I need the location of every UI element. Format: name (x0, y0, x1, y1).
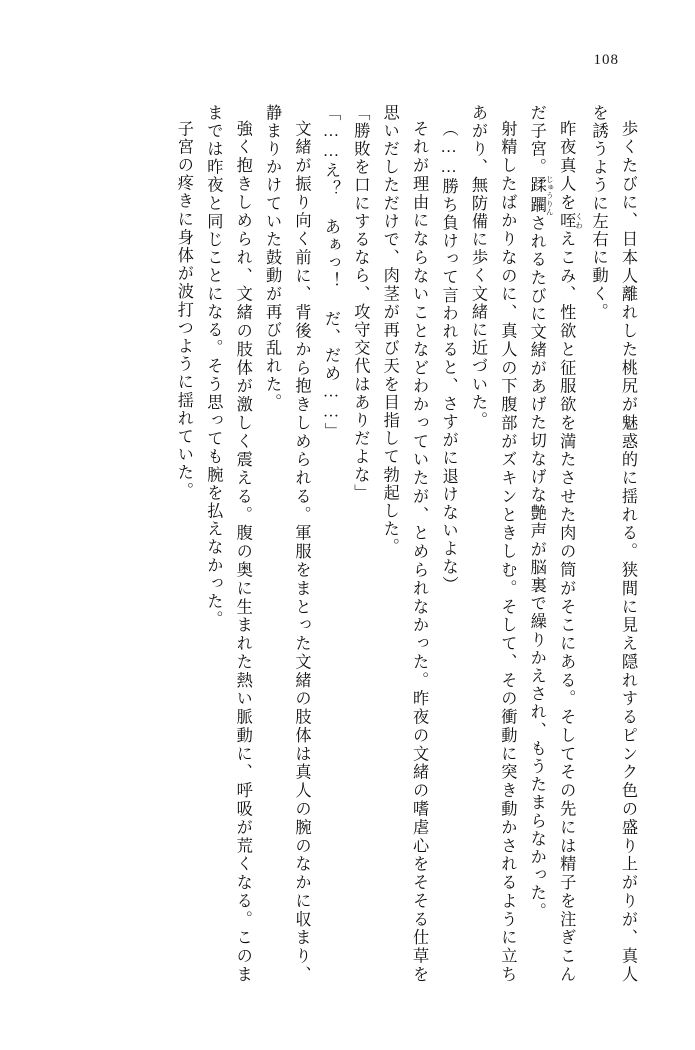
ruby-text: 咥 くわ (557, 212, 584, 231)
paragraph: （……勝ち負けって言われると、さすがに退けないよな） (439, 120, 458, 595)
page-number: 108 (593, 52, 619, 68)
ruby-text: 蹂躙 じゅうりん (527, 175, 555, 216)
paragraph: 昨夜真人を咥 くわえこみ、性欲と征服欲を満たさせた肉の筒がそこにある。そしてその先には精子を注ぎこんだ子宮。蹂躙 じゅうりんされるたびに文緒があげた切なげな艶声が脳裏で繰りかえされ、もうたまらなかった。 (527, 104, 584, 985)
paragraph: 強く抱きしめられ、文緒の肢体が激しく震える。腹の奥に生まれた熱い脈動に、呼吸が荒くなる。このままでは昨夜と同じことになる。そう思っても腕を払えなかった。 (204, 104, 252, 984)
paragraph: 歩くたびに、日本人離れした桃尻が魅惑的に揺れる。狭間に見え隠れするピンク色の盛り上がりが、真人を誘うように左右に動く。 (589, 104, 637, 984)
paragraph: 「……え？ あぁっ！ だ、だめ……」 (321, 104, 340, 441)
paragraph: 文緒が振り向く前に、背後から抱きしめられる。軍服をまとった文緒の肢体は真人の腕のなかに収まり、静まりかけていた鼓動が再び乱れた。 (263, 104, 311, 984)
paragraph: それが理由にならないことなどわかっていたが、とめられなかった。昨夜の文緒の嗜虐心をそそる仕草を思いだしただけで、肉茎が再び天を目指して勃起した。 (380, 104, 429, 984)
paragraph: 射精したばかりなのに、真人の下腹部がズキンときしむ。そして、その衝動に突き動かされるように立ちあがり、無防備に歩く文緒に近づいた。 (468, 104, 517, 984)
paragraph: 子宮の疼きに身体が波打つように揺れていた。 (174, 120, 193, 501)
paragraph: 「勝敗を口にするなら、攻守交代はありだよな」 (351, 104, 370, 503)
body-text (58, 104, 642, 984)
